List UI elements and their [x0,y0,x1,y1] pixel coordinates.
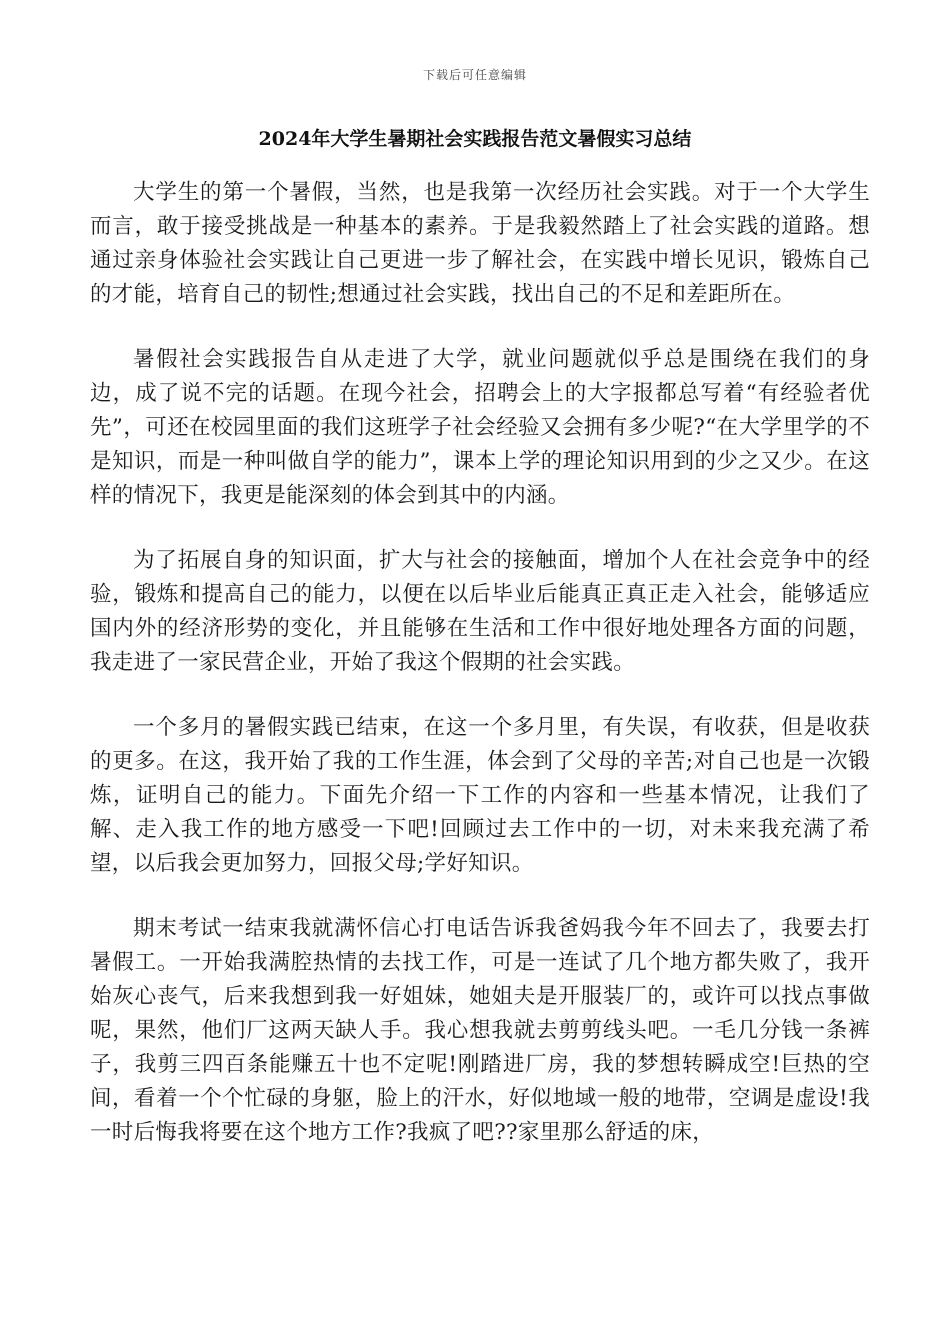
paragraph-2: 暑假社会实践报告自从走进了大学，就业问题就似乎总是围绕在我们的身边，成了说不完的话题。在现今社会，招聘会上的大字报都总写着“有经验者优先”，可还在校园里面的我们这班学子社会经验又会拥有多少呢?“在大学里学的不是知识，而是一种叫做自学的能力”，课本上学的理论知识用到的少之又少。在这样的情况下，我更是能深刻的体会到其中的内涵。 [90,347,870,508]
paragraph-3: 为了拓展自身的知识面，扩大与社会的接触面，增加个人在社会竞争中的经验，锻炼和提高自己的能力，以便在以后毕业后能真正真正走入社会，能够适应国内外的经济形势的变化，并且能够在生活和工作中很好地处理各方面的问题，我走进了一家民营企业，开始了我这个假期的社会实践。 [90,548,870,675]
paragraph-5: 期末考试一结束我就满怀信心打电话告诉我爸妈我今年不回去了，我要去打暑假工。一开始我满腔热情的去找工作，可是一连试了几个地方都失败了，我开始灰心丧气，后来我想到我一好姐妹，她姐夫是开服装厂的，或许可以找点事做呢，果然，他们厂这两天缺人手。我心想我就去剪剪线头吧。一毛几分钱一条裤子，我剪三四百条能赚五十也不定呢!刚踏进厂房，我的梦想转瞬成空!巨热的空间，看着一个个忙碌的身躯，脸上的汗水，好似地域一般的地带，空调是虚设!我一时后悔我将要在这个地方工作?我疯了吧??家里那么舒适的床， [90,916,870,1145]
paragraph-1: 大学生的第一个暑假，当然，也是我第一次经历社会实践。对于一个大学生而言，敢于接受挑战是一种基本的素养。于是我毅然踏上了社会实践的道路。想通过亲身体验社会实践让自己更进一步了解社会，在实践中增长见识，锻炼自己的才能，培育自己的韧性;想通过社会实践，找出自己的不足和差距所在。 [90,180,870,307]
paragraph-4: 一个多月的暑假实践已结束，在这一个多月里，有失误，有收获，但是收获的更多。在这，我开始了我的工作生涯，体会到了父母的辛苦;对自己也是一次锻炼，证明自己的能力。下面先介绍一下工作的内容和一些基本情况，让我们了解、走入我工作的地方感受一下吧!回顾过去工作中的一切，对未来我充满了希望，以后我会更加努力，回报父母;学好知识。 [90,715,870,876]
document-body [90,176,870,1181]
document-title: 2024年大学生暑期社会实践报告范文暑假实习总结 [258,128,692,150]
header-note: 下载后可任意编辑 [422,68,527,82]
